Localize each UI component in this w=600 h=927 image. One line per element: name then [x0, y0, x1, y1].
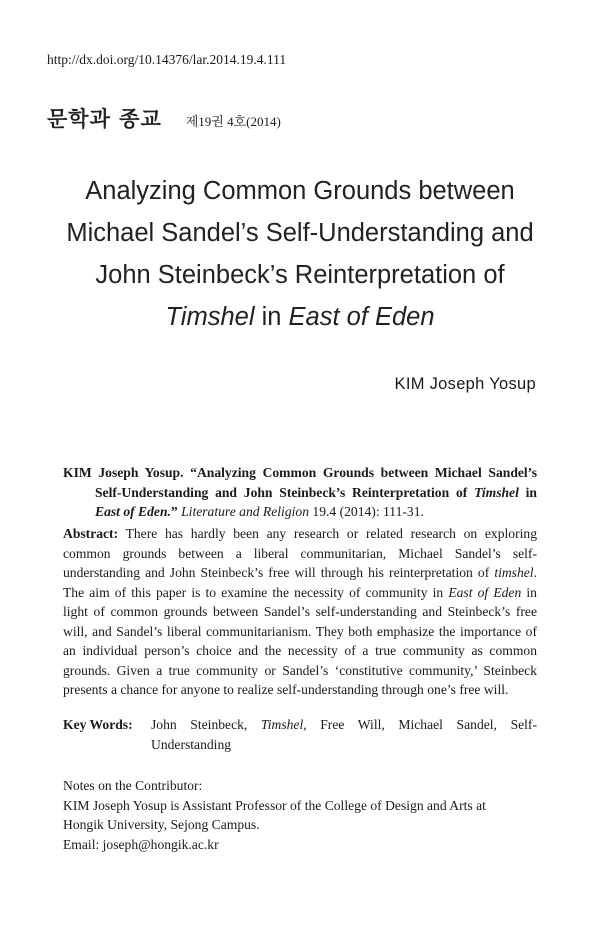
citation-east-of-eden: East of Eden. — [95, 504, 171, 519]
citation-journal: Literature and Religion — [177, 504, 309, 519]
keywords-values — [151, 715, 537, 754]
citation-bold: KIM Joseph Yosup. “Analyzing Common Grounds between Michael Sandel’s Self-Understanding and John Steinbeck’s Reinterpretation of — [63, 465, 537, 500]
title-line-2: Michael Sandel’s Self-Understanding and — [66, 219, 534, 247]
keywords-timshel: Timshel — [260, 717, 304, 732]
abstract-text-1: There has hardly been any research or related research on exploring common grounds between a liberal communitarian, Michael Sandel’s self-understanding and John Steinbeck’s free will through his reinterpretation of — [63, 526, 537, 580]
title-timshel: Timshel — [165, 303, 255, 331]
contributor-notes — [63, 776, 537, 854]
abstract-text-2: . The aim of this paper is to examine the necessity of community in — [63, 565, 537, 600]
abstract-text-3: in light of common grounds between Sandel’s self-understanding and Steinbeck’s free will, and Sandel’s liberal communitarianism. They both emphasize the importance of an individual person’s choice and the necessity of a true community as common grounds. Given a true community or Sandel’s ‘constitutive community,’ Steinbeck presents a chance for anyone to realize self-understanding through one’s free will. — [63, 584, 537, 697]
keywords-label: Key Words: — [63, 717, 133, 732]
citation-rest: 19.4 (2014): 111-31. — [309, 504, 424, 519]
keywords-before: John Steinbeck, — [151, 717, 261, 732]
notes-line-1: KIM Joseph Yosup is Assistant Professor of the College of Design and Arts at — [63, 797, 486, 813]
journal-volume: 제19권 4호(2014) — [185, 114, 281, 129]
doi-link[interactable]: http://dx.doi.org/10.14376/lar.2014.19.4.111 — [47, 52, 287, 67]
citation-timshel: Timshel — [474, 484, 519, 500]
abstract — [63, 524, 537, 700]
citation — [63, 463, 537, 522]
citation-in: in — [518, 484, 537, 500]
keywords-after: , Free Will, Michael Sandel, Self-Understanding — [151, 717, 537, 752]
abstract-timshel: timshel — [494, 565, 534, 580]
title-line-1: Analyzing Common Grounds between — [85, 177, 515, 205]
notes-heading: Notes on the Contributor: — [63, 778, 203, 793]
title-east-of-eden: East of Eden — [288, 303, 435, 331]
title-line-4 — [40, 296, 560, 338]
paper-title — [40, 170, 560, 338]
author-name: KIM Joseph Yosup — [394, 375, 536, 393]
abstract-east-of-eden: East of Eden — [448, 584, 522, 600]
abstract-label: Abstract: — [63, 526, 119, 541]
keywords — [63, 715, 537, 754]
title-line-3: John Steinbeck’s Reinterpretation of — [95, 261, 505, 289]
journal-header — [47, 103, 281, 133]
notes-email[interactable]: Email: joseph@hongik.ac.kr — [63, 836, 219, 852]
citation-close-quote: ” — [170, 504, 178, 519]
title-in: in — [254, 303, 289, 331]
notes-line-2: Hongik University, Sejong Campus. — [63, 817, 260, 832]
journal-logo: 문학과 종교 — [47, 107, 162, 131]
